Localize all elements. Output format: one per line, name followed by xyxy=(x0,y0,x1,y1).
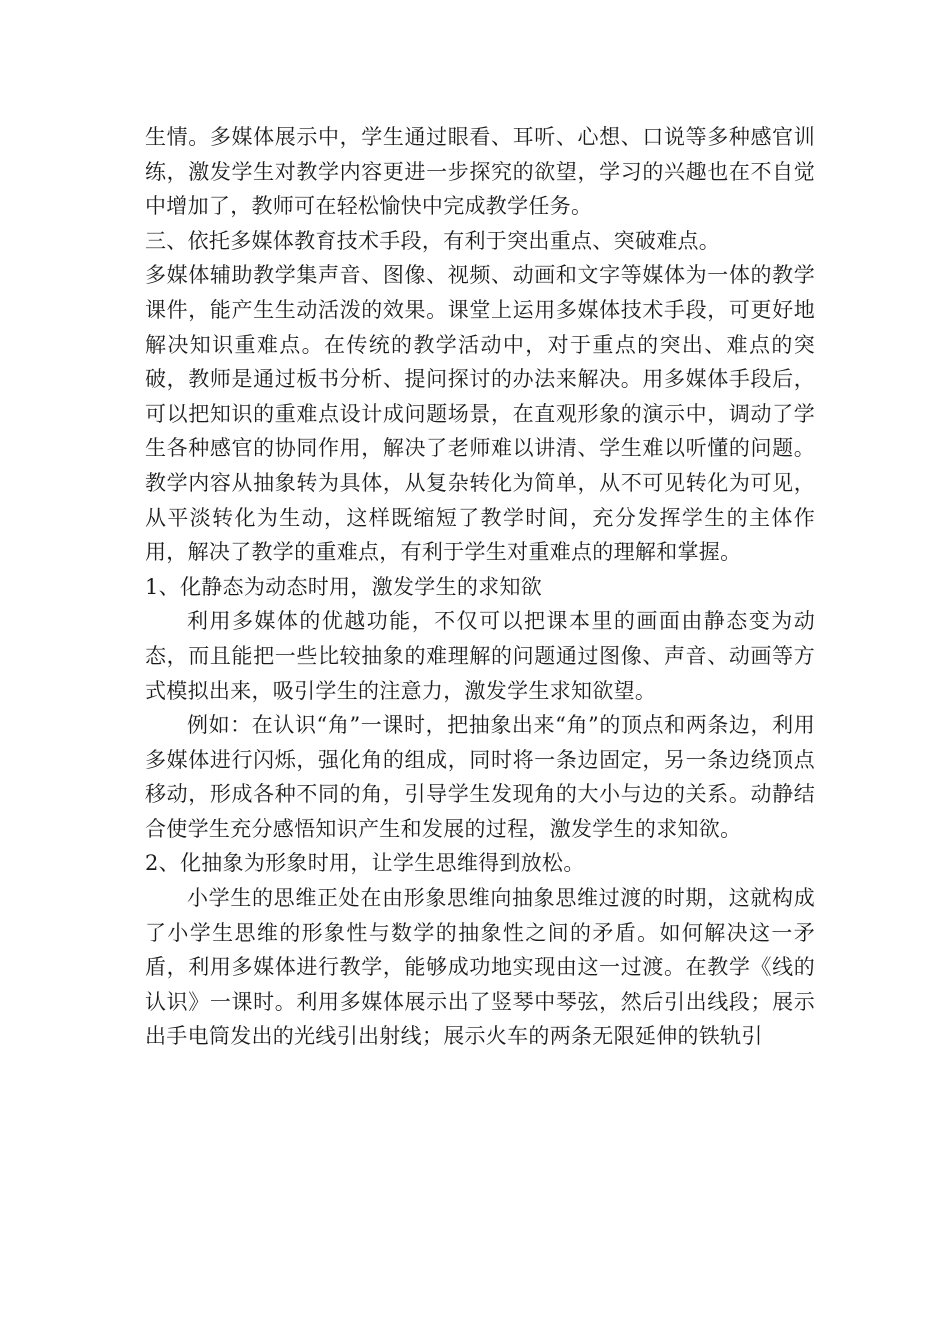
paragraph-static-to-dynamic: 利用多媒体的优越功能，不仅可以把课本里的画面由静态变为动态，而且能把一些比较抽象的难理解的问题通过图像、声音、动画等方式模拟出来，吸引学生的注意力，激发学生求知欲望。 xyxy=(145,609,815,703)
document-body xyxy=(145,120,815,1054)
paragraph-angle-example: 例如：在认识“角”一课时，把抽象出来“角”的顶点和两条边，利用多媒体进行闪烁，强化角的组成，同时将一条边固定，另一条边绕顶点移动，形成各种不同的角，引导学生发现角的大小与边的关系。动静结合使学生充分感悟知识产生和发展的过程，激发学生的求知欲。 xyxy=(145,713,815,841)
section-heading-3: 三、依托多媒体教育技术手段，有利于突出重点、突破难点。 xyxy=(145,228,721,253)
paragraph-multimedia-teaching: 多媒体辅助教学集声音、图像、视频、动画和文字等媒体为一体的教学课件，能产生生动活泼的效果。课堂上运用多媒体技术手段，可更好地解决知识重难点。在传统的教学活动中，对于重点的突出、难点的突破，教师是通过板书分析、提问探讨的办法来解决。用多媒体手段后，可以把知识的重难点设计成问题场景，在直观形象的演示中，调动了学生各种感官的协同作用，解决了老师难以讲清、学生难以听懂的问题。教学内容从抽象转为具体，从复杂转化为简单，从不可见转化为可见，从平淡转化为生动，这样既缩短了教学时间，充分发挥学生的主体作用，解决了教学的重难点，有利于学生对重难点的理解和掌握。 xyxy=(145,263,815,565)
paragraph-abstract-to-concrete: 小学生的思维正处在由形象思维向抽象思维过渡的时期，这就构成了小学生思维的形象性与数学的抽象性之间的矛盾。如何解决这一矛盾，利用多媒体进行教学，能够成功地实现由这一过渡。在教学《线的认识》一课时。利用多媒体展示出了竖琴中琴弦，然后引出线段；展示出手电筒发出的光线引出射线；展示火车的两条无限延伸的铁轨引 xyxy=(145,886,815,1049)
subheading-1: 1、化静态为动态时用，激发学生的求知欲 xyxy=(145,574,543,599)
subheading-2: 2、化抽象为形象时用，让学生思维得到放松。 xyxy=(145,851,585,876)
paragraph-continuation: 生情。多媒体展示中，学生通过眼看、耳听、心想、口说等多种感官训练，激发学生对教学内容更进一步探究的欲望，学习的兴趣也在不自觉中增加了，教师可在轻松愉快中完成教学任务。 xyxy=(145,125,815,219)
